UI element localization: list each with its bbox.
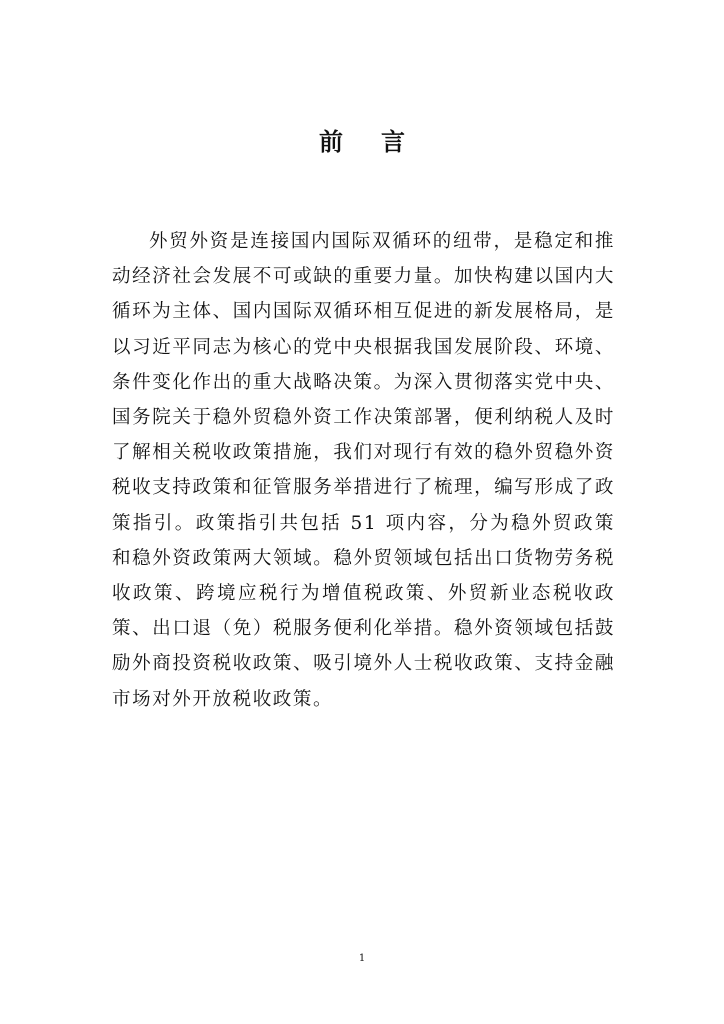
- title-char-1: 前: [319, 127, 343, 156]
- preface-paragraph: 外贸外资是连接国内国际双循环的纽带，是稳定和推动经济社会发展不可或缺的重要力量。加快构建以国内大循环为主体、国内国际双循环相互促进的新发展格局，是以习近平同志为核心的党中央根据我国发展阶段、环境、条件变化作出的重大战略决策。为深入贯彻落实党中央、国务院关于稳外贸稳外资工作决策部署，便利纳税人及时了解相关税收政策措施，我们对现行有效的稳外贸稳外资税收支持政策和征管服务举措进行了梳理，编写形成了政策指引。政策指引共包括 51 项内容，分为稳外贸政策和稳外资政策两大领域。稳外贸领域包括出口货物劳务税收政策、跨境应税行为增值税政策、外贸新业态税收政策、出口退（免）税服务便利化举措。稳外资领域包括鼓励外商投资税收政策、吸引境外人士税收政策、支持金融市场对外开放税收政策。: [112, 231, 615, 710]
- page-title: [0, 127, 724, 157]
- page-number: 1: [358, 953, 366, 964]
- title-char-2: 言: [381, 127, 405, 156]
